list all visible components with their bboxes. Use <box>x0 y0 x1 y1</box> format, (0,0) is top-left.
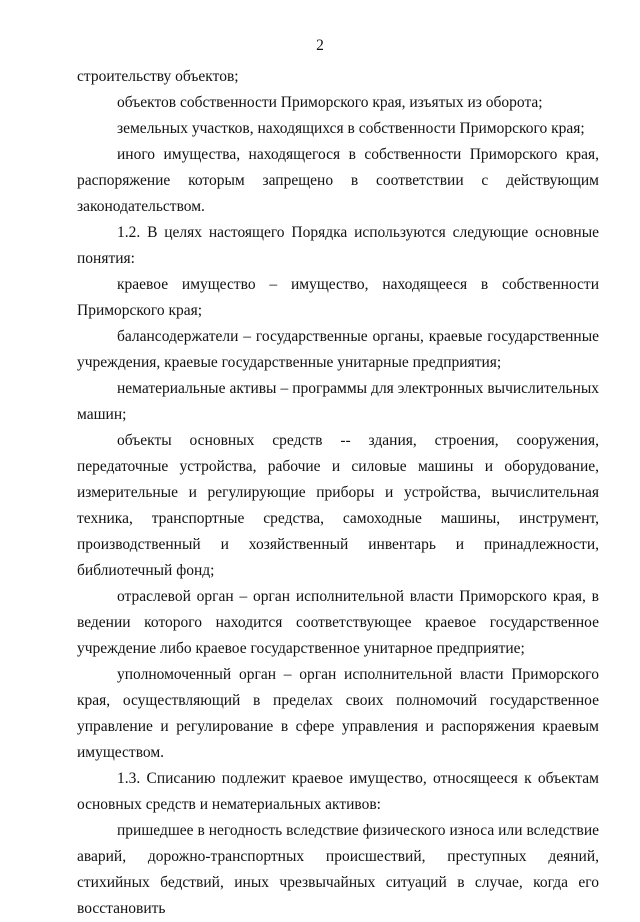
paragraph: 1.3. Списанию подлежит краевое имущество, относящееся к объектам основных средств и нематериальных активов: <box>77 770 599 813</box>
page-number: 2 <box>316 37 324 54</box>
paragraph: строительству объектов; <box>77 68 239 85</box>
document-body <box>77 64 599 922</box>
paragraph: балансодержатели – государственные органы, краевые государственные учреждения, краевые государственные унитарные предприятия; <box>77 328 599 371</box>
paragraph: краевое имущество – имущество, находящееся в собственности Приморского края; <box>77 276 599 319</box>
paragraph: уполномоченный орган – орган исполнительной власти Приморского края, осуществляющий в пределах своих полномочий государственное управление и регулирование в сфере управления и распоряжения краевым имуществом. <box>77 666 599 761</box>
paragraph: иного имущества, находящегося в собственности Приморского края, распоряжение которым запрещено в соответствии с действующим законодательством. <box>77 146 599 215</box>
paragraph: объектов собственности Приморского края, изъятых из оборота; <box>117 94 543 111</box>
paragraph: нематериальные активы – программы для электронных вычислительных машин; <box>77 380 599 423</box>
paragraph: отраслевой орган – орган исполнительной власти Приморского края, в ведении которого находится соответствующее краевое государственное учреждение либо краевое государственное унитарное предприятие; <box>77 588 599 657</box>
paragraph: 1.2. В целях настоящего Порядка используются следующие основные понятия: <box>77 224 599 267</box>
paragraph: земельных участков, находящихся в собственности Приморского края; <box>117 120 585 137</box>
paragraph: объекты основных средств -- здания, строения, сооружения, передаточные устройства, рабочие и силовые машины и оборудование, измерительные и регулирующие приборы и устройства, вычислительная техника, транспортные средства, самоходные машины, инструмент, производственный и хозяйственный инвентарь и принадлежности, библиотечный фонд; <box>77 432 599 579</box>
paragraph: пришедшее в негодность вследствие физического износа или вследствие аварий, дорожно-транспортных происшествий, преступных деяний, стихийных бедствий, иных чрезвычайных ситуаций в случае, когда его восстановить <box>77 822 599 917</box>
